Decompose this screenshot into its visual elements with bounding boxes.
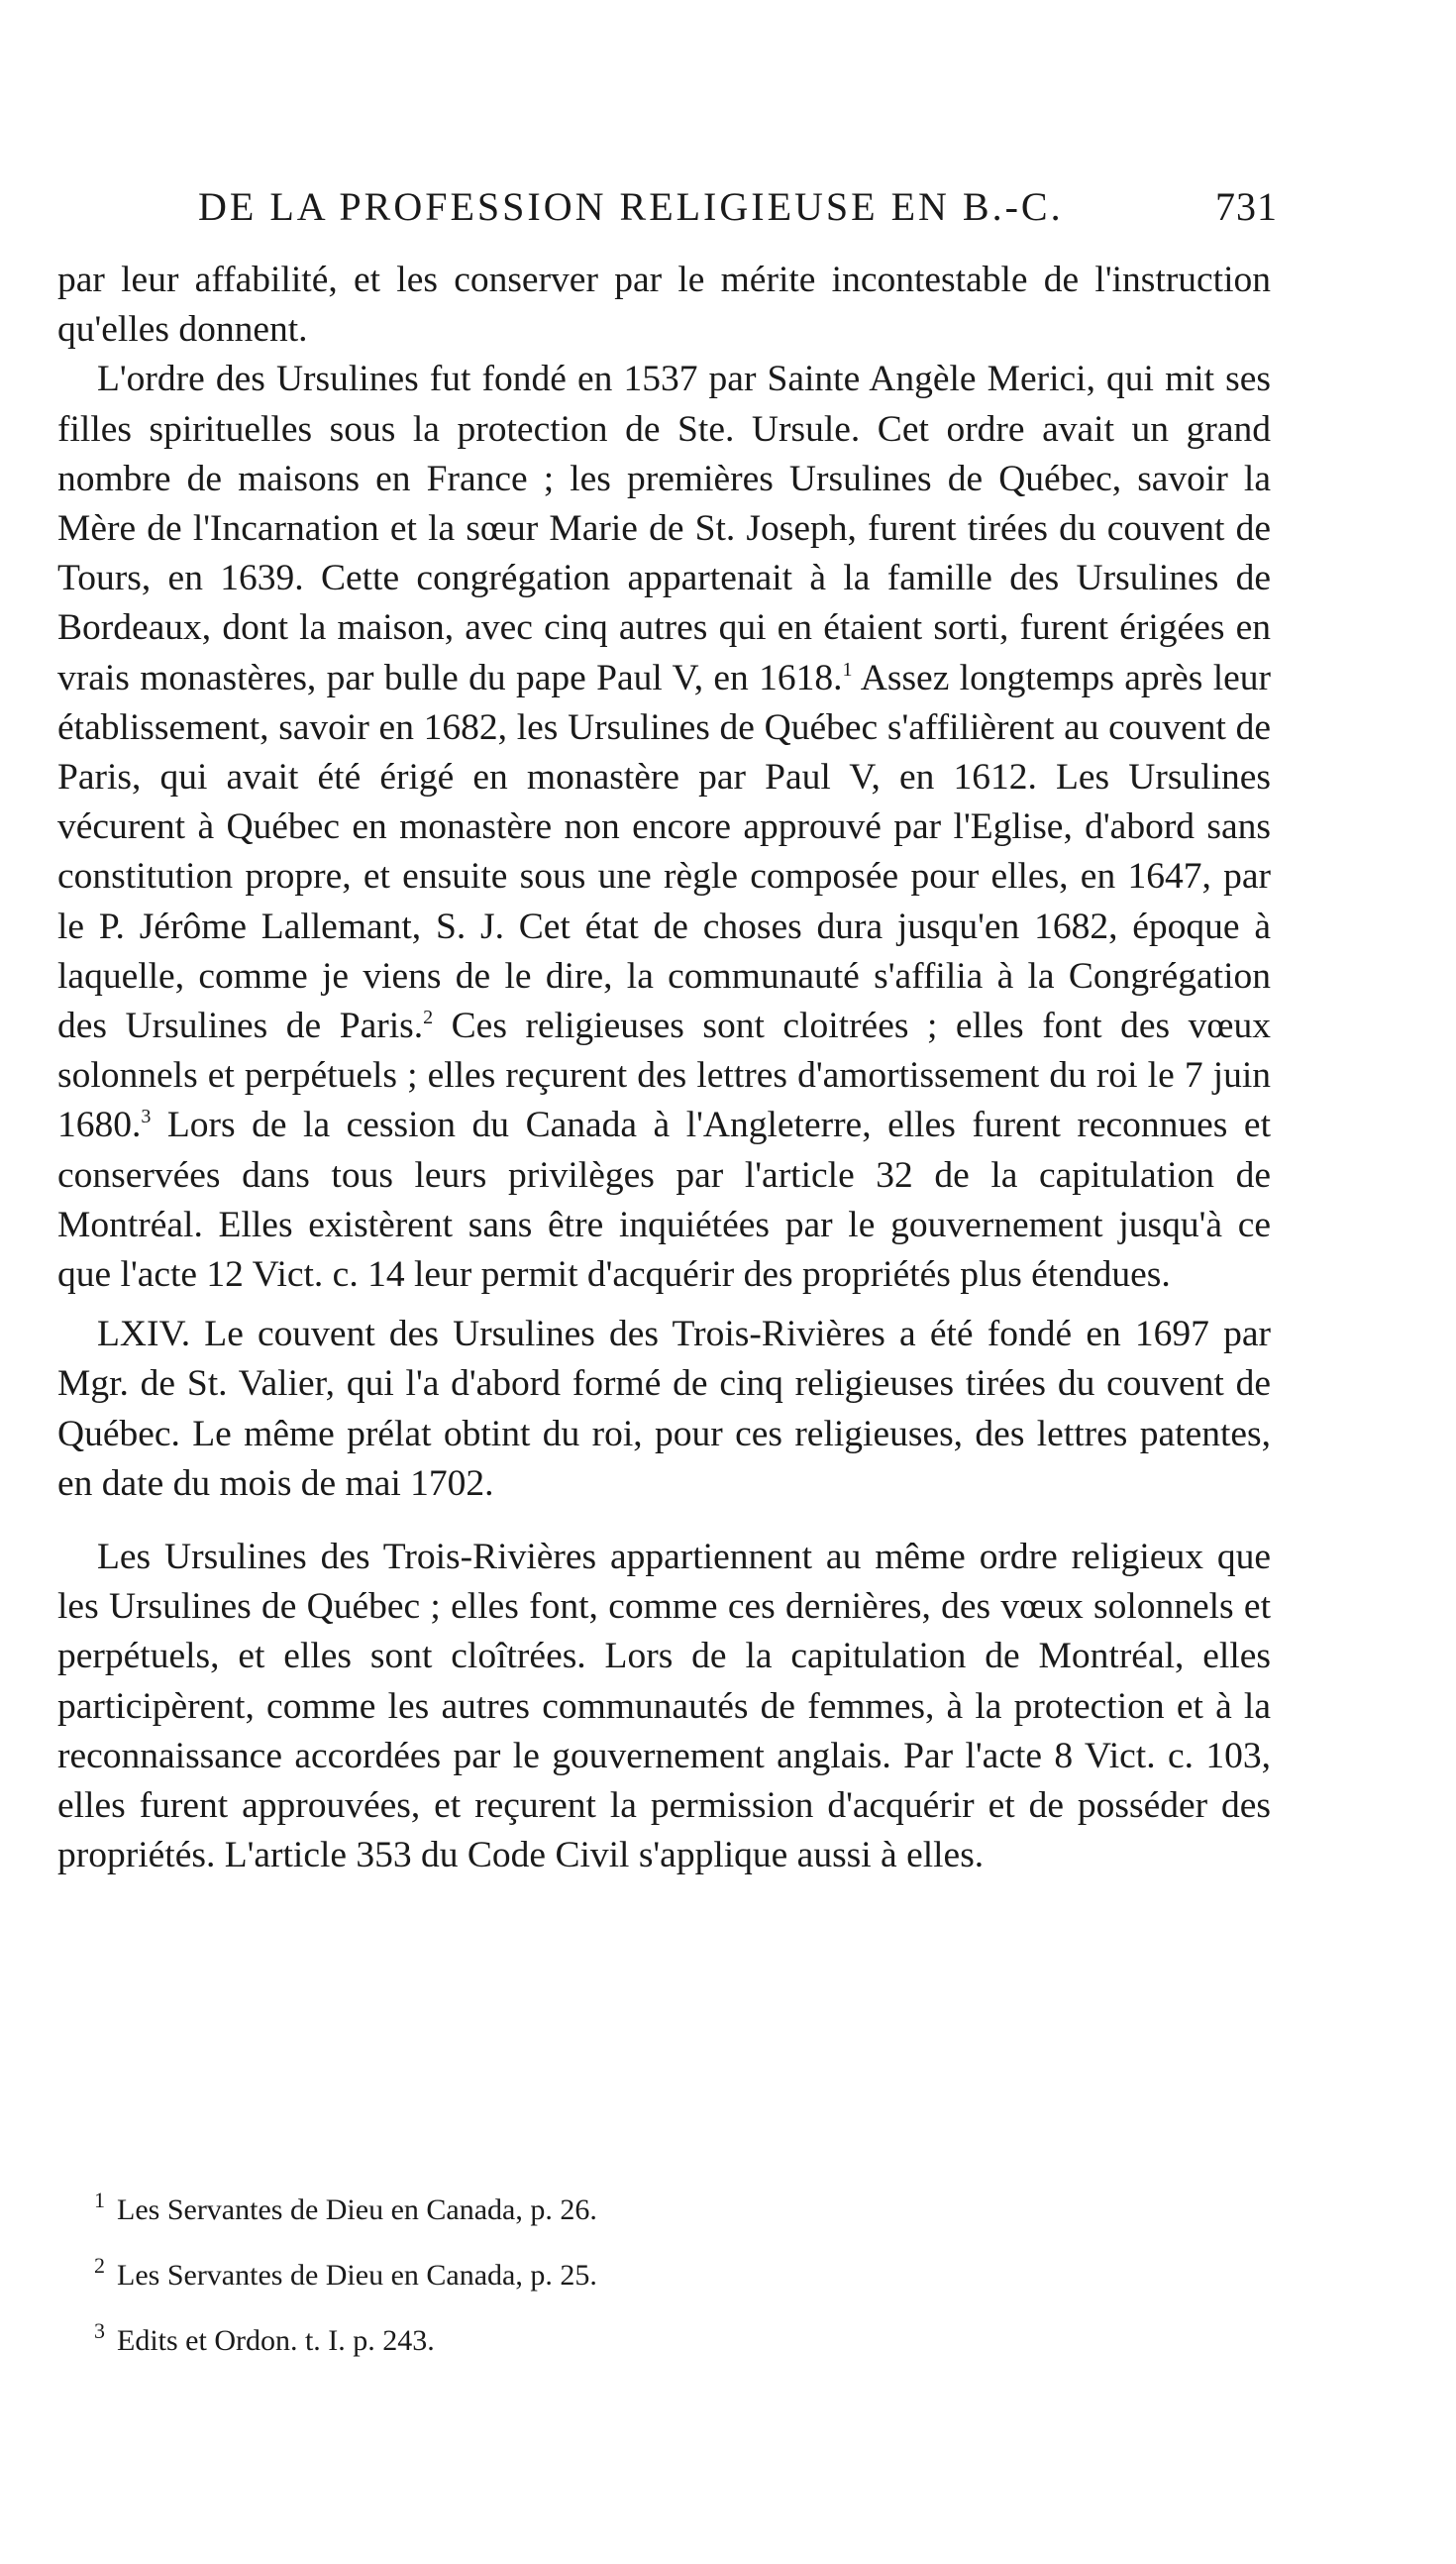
footnote bbox=[94, 2245, 1184, 2297]
footnote-reference: 1 bbox=[842, 658, 853, 681]
footnote-reference: 2 bbox=[423, 1007, 434, 1029]
footnote-marker: 3 bbox=[94, 2318, 105, 2343]
paragraph-text: Ces religieuses sont cloitrées ; elles font des vœux solonnels et perpétuels ; elles reçurent des lettres d'amortissement du roi le 7 juin 1680. bbox=[57, 1006, 1271, 1146]
footnote-text: Les Servantes de Dieu en Canada, p. 25. bbox=[117, 2259, 597, 2292]
paragraph-ursulines-order bbox=[57, 355, 1271, 1300]
paragraph-trois-rivieres: Les Ursulines des Trois-Rivières appartiennent au même ordre religieux que les Ursulines de Québec ; elles font, comme ces dernières, des vœux solonnels et perpétuels, et elles sont cloîtrées. Lors de la capitulation de Montréal, elles participèrent, comme les autres communautés de femmes, à la protection et à la reconnaissance accordées par le gouvernement anglais. Par l'acte 8 Vict. c. 103, elles furent approuvées, et reçurent la permission d'acquérir et de posséder des propriétés. L'article 353 du Code Civil s'applique aussi à elles. bbox=[57, 1537, 1271, 1876]
page-header bbox=[198, 182, 1278, 232]
page-number: 731 bbox=[1215, 184, 1278, 229]
footnote-marker: 2 bbox=[94, 2253, 105, 2278]
footnote-text: Edits et Ordon. t. I. p. 243. bbox=[117, 2324, 435, 2357]
paragraph-text: Lors de la cession du Canada à l'Angleterre, elles furent reconnues et conservées dans tous leurs privilèges par l'article 32 de la capitulation de Montréal. Elles existèrent sans être inquiétées par le gouvernement jusqu'à ce que l'acte 12 Vict. c. 14 leur permit d'acquérir des propriétés plus étendues. bbox=[57, 1105, 1271, 1296]
paragraph-section-lxiv: LXIV. Le couvent des Ursulines des Trois-Rivières a été fondé en 1697 par Mgr. de St. Valier, qui l'a d'abord formé de cinq religieuses tirées du couvent de Québec. Le même prélat obtint du roi, pour ces religieuses, des lettres patentes, en date du mois de mai 1702. bbox=[57, 1314, 1271, 1504]
footnotes bbox=[94, 2180, 1184, 2376]
main-text bbox=[57, 256, 1271, 1881]
footnote-text: Les Servantes de Dieu en Canada, p. 26. bbox=[117, 2193, 597, 2226]
footnote-marker: 1 bbox=[94, 2188, 105, 2212]
footnote bbox=[94, 2180, 1184, 2231]
paragraph-continuation: par leur affabilité, et les conserver par le mérite incontestable de l'instruction qu'elles donnent. bbox=[57, 260, 1271, 351]
paragraph-text: L'ordre des Ursulines fut fondé en 1537 par Sainte Angèle Merici, qui mit ses filles spirituelles sous la protection de Ste. Ursule. Cet ordre avait un grand nombre de maisons en France ; les premières Ursulines de Québec, savoir la Mère de l'Incarnation et la sœur Marie de St. Joseph, furent tirées du couvent de Tours, en 1639. Cette congrégation appartenait à la famille des Ursulines de Bordeaux, dont la maison, avec cinq autres qui en étaient sorti, furent érigées en vrais monastères, par bulle du pape Paul V, en 1618. bbox=[57, 359, 1271, 698]
paragraph-text: Assez longtemps après leur établissement, savoir en 1682, les Ursulines de Québec s'affilièrent au couvent de Paris, qui avait été érigé en monastère par Paul V, en 1612. Les Ursulines vécurent à Québec en monastère non encore approuvé par l'Eglise, d'abord sans constitution propre, et ensuite sous une règle composée pour elles, en 1647, par le P. Jérôme Lallemant, S. J. Cet état de choses dura jusqu'en 1682, époque à laquelle, comme je viens de le dire, la communauté s'affilia à la Congrégation des Ursulines de Paris. bbox=[57, 657, 1272, 1047]
footnote bbox=[94, 2310, 1184, 2362]
footnote-reference: 3 bbox=[141, 1106, 152, 1128]
running-title: DE LA PROFESSION RELIGIEUSE EN B.-C. bbox=[198, 184, 1064, 229]
